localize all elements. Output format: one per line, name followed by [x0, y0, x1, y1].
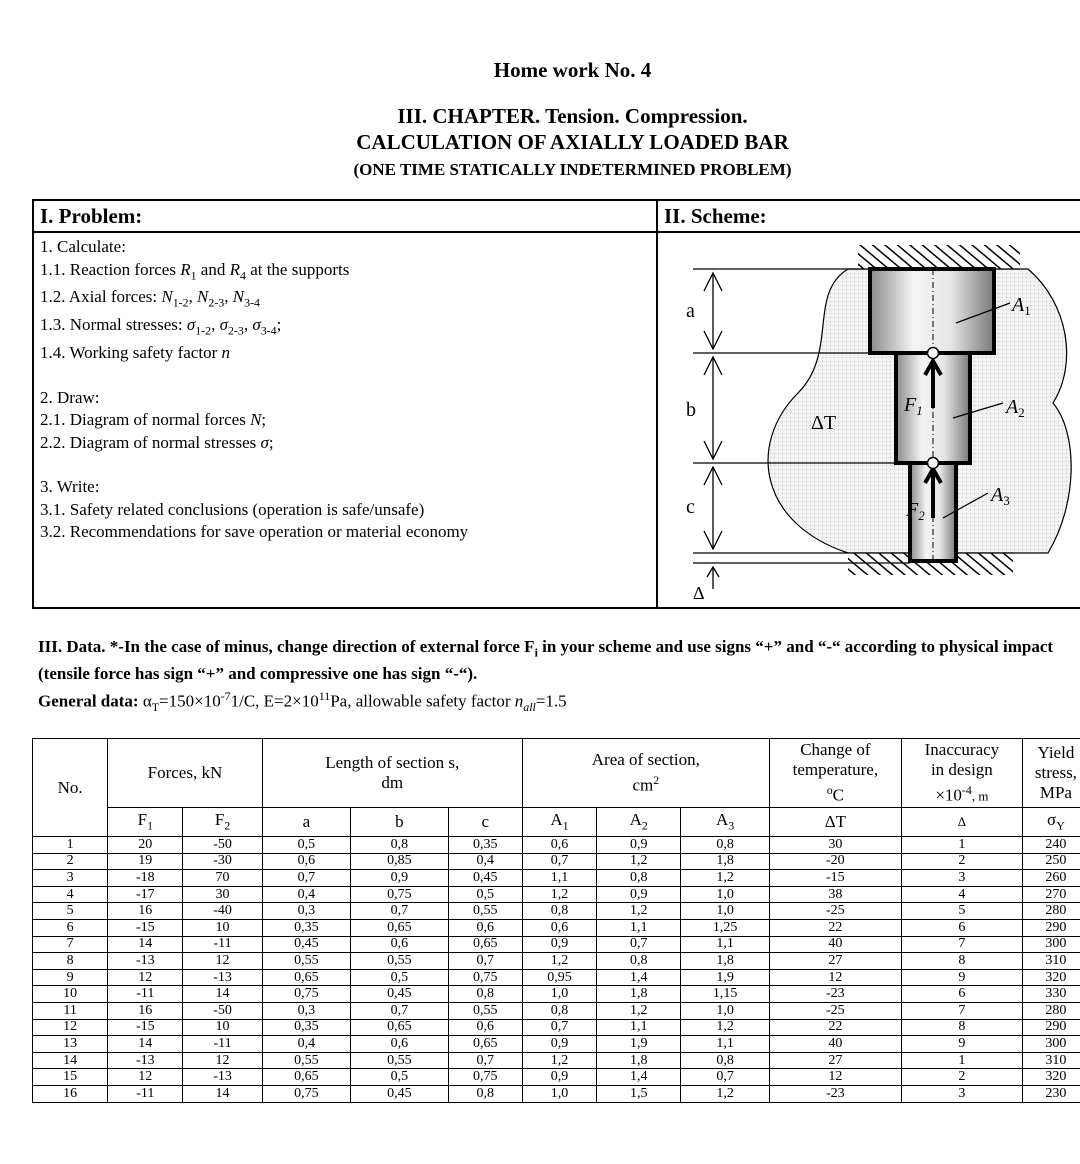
table-cell: 0,55 [351, 1052, 449, 1069]
table-cell: 0,8 [681, 1052, 769, 1069]
sub-sigma-y: $\sigma_Y$ [1022, 808, 1080, 837]
table-cell: 1,0 [681, 903, 769, 920]
table-cell: 16 [108, 903, 183, 920]
table-cell: 0,5 [351, 1069, 449, 1086]
table-cell: 1,2 [597, 853, 681, 870]
table-cell: 16 [33, 1085, 108, 1102]
table-cell: -25 [769, 903, 901, 920]
table-cell: 0,7 [351, 1002, 449, 1019]
sub-delta-t: ΔT [769, 808, 901, 837]
table-cell: 4 [901, 886, 1022, 903]
table-cell: 0,9 [522, 936, 596, 953]
table-cell: 1,4 [597, 969, 681, 986]
table-cell: -15 [108, 919, 183, 936]
table-row [33, 969, 1080, 986]
sub-f2: $F_2$ [183, 808, 262, 837]
write-title: 3. Write: [40, 477, 100, 497]
table-cell: -40 [183, 903, 262, 920]
item-2-2: 2.2. Diagram of normal stresses σ; [40, 432, 274, 452]
table-cell: 0,7 [597, 936, 681, 953]
table-cell: -50 [183, 837, 262, 854]
table-cell: 0,65 [351, 919, 449, 936]
scheme-cell [657, 232, 1080, 608]
table-cell: 0,95 [522, 969, 596, 986]
col-inaccuracy: Inaccuracy in design $\times 10^{-4}$, m [901, 739, 1022, 808]
label-f1: $F_1$ [904, 394, 923, 418]
table-cell: 0,5 [262, 837, 350, 854]
table-cell: 0,65 [448, 1036, 522, 1053]
item-3-1: 3.1. Safety related conclusions (operation is safe/unsafe) [40, 499, 425, 519]
table-cell: 10 [183, 1019, 262, 1036]
table-cell: 12 [33, 1019, 108, 1036]
homework-title: Home work No. 4 [493, 58, 652, 82]
sub-delta: Δ [901, 808, 1022, 837]
item-2-1: 2.1. Diagram of normal forces N; [40, 410, 267, 430]
sub-c: c [448, 808, 522, 837]
table-row [33, 1019, 1080, 1036]
draw-title: 2. Draw: [40, 387, 100, 407]
table-cell: 10 [33, 986, 108, 1003]
table-cell: -13 [108, 953, 183, 970]
table-cell: 1,1 [597, 919, 681, 936]
table-cell: -11 [183, 936, 262, 953]
table-cell: 0,45 [262, 936, 350, 953]
table-cell: 13 [33, 1036, 108, 1053]
table-cell: 1,8 [597, 1052, 681, 1069]
sub-a1: $A_1$ [522, 808, 596, 837]
item-1-1: 1.1. Reaction forces $R_1$ and $R_4$ at the supports [40, 259, 350, 282]
table-cell: 1,2 [681, 1019, 769, 1036]
table-cell: 1 [33, 837, 108, 854]
table-cell: 5 [901, 903, 1022, 920]
table-cell: 310 [1022, 1052, 1080, 1069]
table-cell: 250 [1022, 853, 1080, 870]
table-cell: 0,3 [262, 1002, 350, 1019]
table-cell: 1,2 [597, 1002, 681, 1019]
table-cell: 260 [1022, 870, 1080, 887]
calc-title: 1. Calculate: [40, 237, 126, 256]
table-row [33, 853, 1080, 870]
table-cell: 0,55 [262, 1052, 350, 1069]
label-f2: $F_2$ [906, 499, 925, 523]
table-cell: 40 [769, 936, 901, 953]
table-cell: 1,15 [681, 986, 769, 1003]
table-cell: 1,2 [522, 886, 596, 903]
table-cell: -11 [108, 1085, 183, 1102]
col-temperature: Change of temperature, $^o$C [769, 739, 901, 808]
table-cell: 1,9 [597, 1036, 681, 1053]
table-cell: 1 [901, 837, 1022, 854]
table-cell: 8 [901, 953, 1022, 970]
table-cell: 27 [769, 1052, 901, 1069]
table-cell: 300 [1022, 936, 1080, 953]
table-body [33, 837, 1080, 1103]
table-cell: 0,6 [448, 919, 522, 936]
problem-heading: I. Problem: [33, 200, 657, 232]
table-cell: 0,35 [262, 919, 350, 936]
table-cell: 14 [108, 936, 183, 953]
table-cell: 0,6 [351, 1036, 449, 1053]
table-cell: 0,8 [597, 870, 681, 887]
col-yield: Yield stress, MPa [1022, 739, 1080, 808]
joint-1 [928, 348, 939, 359]
table-cell: 300 [1022, 1036, 1080, 1053]
table-cell: 30 [183, 886, 262, 903]
table-cell: 12 [108, 1069, 183, 1086]
general-data: General data: $\alpha_T=150\times 10^{-7}1/C$, $E=2\times 10^{11}Pa$, allowable safety factor $n_{all}=1.5$ [38, 689, 567, 715]
table-cell: 15 [33, 1069, 108, 1086]
item-3-2: 3.2. Recommendations for save operation or material economy [40, 522, 469, 542]
table-cell: -25 [769, 1002, 901, 1019]
table-cell: 0,7 [262, 870, 350, 887]
table-cell: 0,75 [448, 1069, 522, 1086]
variant-data-table [32, 738, 1080, 1103]
top-support-hatch [858, 245, 1020, 269]
table-cell: 1,8 [597, 986, 681, 1003]
table-cell: 1,2 [597, 903, 681, 920]
table-cell: 0,65 [351, 1019, 449, 1036]
table-cell: 0,5 [351, 969, 449, 986]
table-cell: 8 [901, 1019, 1022, 1036]
table-cell: 0,45 [448, 870, 522, 887]
table-row [33, 1036, 1080, 1053]
table-cell: 1,0 [522, 986, 596, 1003]
table-cell: 1,9 [681, 969, 769, 986]
table-cell: 22 [769, 1019, 901, 1036]
table-cell: 0,4 [448, 853, 522, 870]
label-delta-t: ΔT [811, 412, 837, 434]
table-cell: 27 [769, 953, 901, 970]
table-cell: 4 [33, 886, 108, 903]
table-cell: 7 [901, 1002, 1022, 1019]
table-cell: 1,1 [681, 1036, 769, 1053]
table-cell: 10 [183, 919, 262, 936]
table-cell: -18 [108, 870, 183, 887]
table-cell: 9 [901, 1036, 1022, 1053]
table-cell: 12 [108, 969, 183, 986]
scheme-heading: II. Scheme: [657, 200, 1080, 232]
col-forces: Forces, kN [108, 739, 262, 808]
table-cell: 0,5 [448, 886, 522, 903]
table-cell: 0,6 [522, 919, 596, 936]
table-cell: 0,9 [522, 1036, 596, 1053]
table-cell: -23 [769, 1085, 901, 1102]
table-cell: 1 [901, 1052, 1022, 1069]
table-cell: 14 [183, 986, 262, 1003]
table-cell: 270 [1022, 886, 1080, 903]
table-cell: 20 [108, 837, 183, 854]
table-cell: 0,8 [522, 1002, 596, 1019]
item-1-4: 1.4. Working safety factor n [40, 343, 230, 363]
table-cell: 230 [1022, 1085, 1080, 1102]
table-cell: 3 [33, 870, 108, 887]
table-cell: 0,4 [262, 886, 350, 903]
bar-scheme-diagram [658, 233, 1080, 609]
table-cell: 0,55 [262, 953, 350, 970]
label-a: a [686, 300, 695, 322]
table-cell: 7 [901, 936, 1022, 953]
table-cell: 38 [769, 886, 901, 903]
table-cell: 70 [183, 870, 262, 887]
table-cell: 0,6 [448, 1019, 522, 1036]
table-cell: 40 [769, 1036, 901, 1053]
table-cell: 0,9 [522, 1069, 596, 1086]
table-cell: 1,2 [522, 953, 596, 970]
table-cell: 0,7 [681, 1069, 769, 1086]
table-cell: 0,6 [351, 936, 449, 953]
table-cell: 9 [901, 969, 1022, 986]
table-cell: 16 [108, 1002, 183, 1019]
calc-subtitle: CALCULATION OF AXIALLY LOADED BAR [356, 130, 789, 154]
sub-f1: $F_1$ [108, 808, 183, 837]
table-cell: 0,55 [448, 903, 522, 920]
table-cell: 12 [769, 1069, 901, 1086]
table-cell: 330 [1022, 986, 1080, 1003]
table-cell: 0,6 [262, 853, 350, 870]
table-cell: 0,8 [448, 1085, 522, 1102]
table-cell: 0,65 [262, 969, 350, 986]
table-cell: 1,8 [681, 853, 769, 870]
sub-a3: $A_3$ [681, 808, 769, 837]
table-cell: -13 [108, 1052, 183, 1069]
data-section [38, 636, 1078, 718]
table-cell: -23 [769, 986, 901, 1003]
table-cell: 0,55 [351, 953, 449, 970]
table-row [33, 1085, 1080, 1102]
table-cell: 8 [33, 953, 108, 970]
table-cell: 0,7 [522, 1019, 596, 1036]
table-cell: 0,8 [522, 903, 596, 920]
table-cell: 3 [901, 870, 1022, 887]
problem-scheme-table [32, 199, 1080, 609]
table-cell: 280 [1022, 1002, 1080, 1019]
table-cell: 2 [901, 1069, 1022, 1086]
table-row [33, 870, 1080, 887]
table-row [33, 953, 1080, 970]
table-cell: 1,2 [681, 1085, 769, 1102]
table-cell: 0,8 [597, 953, 681, 970]
table-cell: 1,2 [681, 870, 769, 887]
table-cell: 0,75 [351, 886, 449, 903]
label-b: b [686, 399, 696, 421]
table-cell: 5 [33, 903, 108, 920]
table-cell: 0,6 [522, 837, 596, 854]
table-row [33, 1052, 1080, 1069]
table-cell: 0,7 [448, 953, 522, 970]
table-cell: 1,25 [681, 919, 769, 936]
table-cell: 280 [1022, 903, 1080, 920]
col-length: Length of section s, dm [262, 739, 522, 808]
table-cell: 0,75 [262, 986, 350, 1003]
chapter-title: III. CHAPTER. Tension. Compression. [397, 104, 748, 128]
table-cell: 0,75 [262, 1085, 350, 1102]
table-cell: 12 [183, 953, 262, 970]
table-cell: 0,9 [351, 870, 449, 887]
table-cell: 1,1 [522, 870, 596, 887]
table-cell: -11 [108, 986, 183, 1003]
table-cell: 22 [769, 919, 901, 936]
table-cell: 0,55 [448, 1002, 522, 1019]
table-cell: 0,3 [262, 903, 350, 920]
table-cell: 0,75 [448, 969, 522, 986]
table-cell: 0,85 [351, 853, 449, 870]
table-row [33, 1002, 1080, 1019]
data-heading: III. Data. *-In the case of minus, change direction of external force $F_i$ in your scheme and use signs “+” and “-“ according to physical impact (tensile force has sign “+” and compressive one has sign “-“). [38, 637, 1054, 684]
table-cell: 2 [901, 853, 1022, 870]
table-cell: 1,0 [522, 1085, 596, 1102]
table-cell: -50 [183, 1002, 262, 1019]
table-cell: 0,7 [448, 1052, 522, 1069]
problem-body [33, 232, 657, 608]
table-cell: 1,0 [681, 1002, 769, 1019]
table-cell: 0,7 [351, 903, 449, 920]
table-cell: 1,5 [597, 1085, 681, 1102]
table-cell: 12 [769, 969, 901, 986]
table-cell: 30 [769, 837, 901, 854]
table-cell: -13 [183, 1069, 262, 1086]
table-row [33, 903, 1080, 920]
table-cell: 6 [901, 986, 1022, 1003]
item-1-2: 1.2. Axial forces: $N_{1-2}$, $N_{2-3}$, $N_{3-4}$ [40, 287, 260, 310]
table-cell: 0,35 [262, 1019, 350, 1036]
sub-b: b [351, 808, 449, 837]
table-cell: 14 [108, 1036, 183, 1053]
label-a3: $A_3$ [991, 484, 1010, 508]
table-cell: 0,45 [351, 986, 449, 1003]
section-a1 [870, 269, 994, 353]
table-cell: -13 [183, 969, 262, 986]
table-cell: 19 [108, 853, 183, 870]
table-cell: 0,7 [522, 853, 596, 870]
table-cell: 0,8 [681, 837, 769, 854]
table-cell: 3 [901, 1085, 1022, 1102]
table-cell: 0,9 [597, 837, 681, 854]
table-cell: 1,0 [681, 886, 769, 903]
table-cell: 240 [1022, 837, 1080, 854]
table-cell: 2 [33, 853, 108, 870]
table-cell: 0,65 [448, 936, 522, 953]
table-cell: -11 [183, 1036, 262, 1053]
table-cell: 1,8 [681, 953, 769, 970]
table-cell: 320 [1022, 969, 1080, 986]
table-cell: 290 [1022, 919, 1080, 936]
table-cell: 0,8 [351, 837, 449, 854]
table-cell: 1,2 [522, 1052, 596, 1069]
label-c: c [686, 496, 695, 518]
table-cell: 9 [33, 969, 108, 986]
table-cell: 0,9 [597, 886, 681, 903]
table-cell: 7 [33, 936, 108, 953]
sub-a: a [262, 808, 350, 837]
table-cell: 0,65 [262, 1069, 350, 1086]
table-cell: 14 [183, 1085, 262, 1102]
table-row [33, 986, 1080, 1003]
table-cell: 1,1 [681, 936, 769, 953]
label-delta: Δ [693, 583, 705, 603]
table-cell: 11 [33, 1002, 108, 1019]
table-cell: 0,45 [351, 1085, 449, 1102]
table-cell: 310 [1022, 953, 1080, 970]
table-cell: -20 [769, 853, 901, 870]
col-area: Area of section, $cm^2$ [522, 739, 769, 808]
table-cell: 6 [901, 919, 1022, 936]
table-cell: 14 [33, 1052, 108, 1069]
label-a2: $A_2$ [1006, 396, 1025, 420]
table-cell: 6 [33, 919, 108, 936]
table-cell: 1,4 [597, 1069, 681, 1086]
table-cell: -15 [108, 1019, 183, 1036]
table-cell: 0,8 [448, 986, 522, 1003]
table-cell: -15 [769, 870, 901, 887]
col-no: No. [33, 739, 108, 837]
joint-2 [928, 458, 939, 469]
table-row [33, 837, 1080, 854]
item-1-3: 1.3. Normal stresses: $\sigma_{1-2}$, $\sigma_{2-3}$, $\sigma_{3-4}$; [40, 315, 282, 338]
table-cell: 290 [1022, 1019, 1080, 1036]
table-cell: 0,4 [262, 1036, 350, 1053]
table-row [33, 1069, 1080, 1086]
sub-a2: $A_2$ [597, 808, 681, 837]
table-cell: 1,1 [597, 1019, 681, 1036]
label-a1: $A_1$ [1012, 294, 1031, 318]
table-row [33, 936, 1080, 953]
table-row [33, 886, 1080, 903]
table-cell: 320 [1022, 1069, 1080, 1086]
table-cell: 0,35 [448, 837, 522, 854]
table-cell: -17 [108, 886, 183, 903]
table-cell: 12 [183, 1052, 262, 1069]
table-cell: -30 [183, 853, 262, 870]
problem-note: (ONE TIME STATICALLY INDETERMINED PROBLEM) [353, 160, 792, 179]
table-row [33, 919, 1080, 936]
